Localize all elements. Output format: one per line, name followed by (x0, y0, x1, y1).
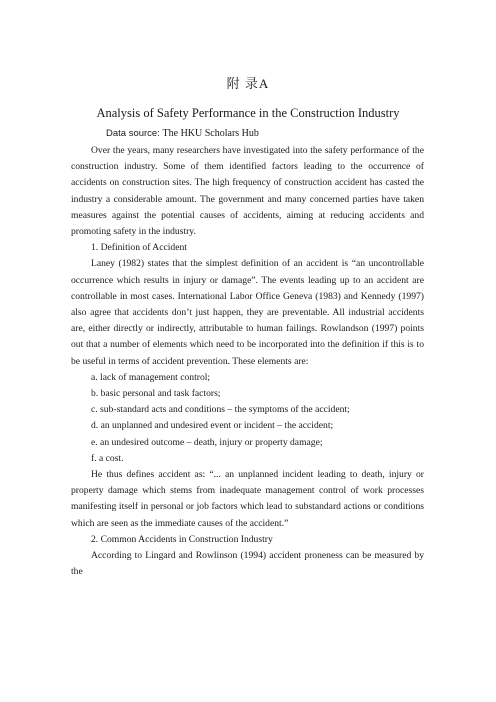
list-item: e. an undesired outcome – death, injury or property damage; (91, 436, 323, 448)
data-source-label: Data source: (106, 128, 160, 139)
list-item: b. basic personal and task factors; (91, 388, 221, 400)
section-1-heading: 1. Definition of Accident (91, 242, 187, 254)
section-2-paragraph: According to Lingard and Rowlinson (1994) accident proneness can be measured by the (71, 550, 424, 578)
section-1-closing-paragraph: He thus defines accident as: “... an unplanned incident leading to death, injury or property damage which stems from inadequate management control of work processes manifesting itself in personal or job factors which lead to substandard actions or conditions which are seen as the immediate causes of the accident.” (71, 469, 424, 529)
list-item: a. lack of management control; (91, 371, 211, 383)
section-1-paragraph: Laney (1982) states that the simplest definition of an accident is “an uncontrollable occurrence which results in injury or damage”. The events leading up to an accident are controllable in most cases. International Labor Office Geneva (1983) and Kennedy (1997) also agree that accidents don’t just happen, they are preventable. All industrial accidents are, either directly or indirectly, attributable to human failings. Rowlandson (1997) points out that a number of elements which need to be incorporated into the definition if this is to be useful in terms of accident prevention. These elements are: (71, 258, 424, 367)
list-item: f. a cost. (91, 452, 124, 464)
document-body (71, 143, 424, 580)
list-item: c. sub-standard acts and conditions – the symptoms of the accident; (91, 404, 350, 416)
section-2-heading: 2. Common Accidents in Construction Industry (91, 533, 273, 545)
intro-paragraph: Over the years, many researchers have investigated into the safety performance of the construction industry. Some of them identified factors leading to the occurrence of accidents on construction sites. The high frequency of construction accident has casted the industry a considerable amount. The government and many concerned parties have taken measures against the potential causes of accidents, aiming at reducing accidents and promoting safety in the industry. (71, 145, 424, 238)
data-source-value: The HKU Scholars Hub (162, 128, 259, 139)
appendix-title: 附 录A (226, 76, 270, 91)
list-item: d. an unplanned and undesired event or incident – the accident; (91, 420, 334, 432)
data-source-line (106, 128, 259, 139)
paper-title: Analysis of Safety Performance in the Construction Industry (96, 106, 400, 120)
